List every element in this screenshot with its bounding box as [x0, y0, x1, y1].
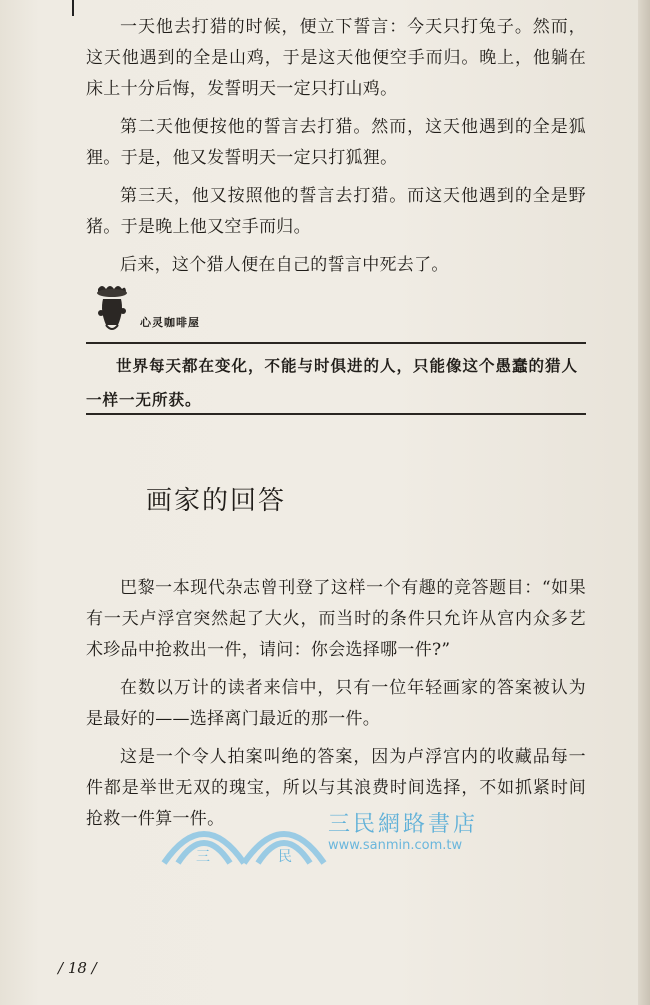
section-text	[86, 573, 586, 835]
section-title: 画家的回答	[146, 486, 287, 516]
story-text	[86, 12, 586, 281]
sidebar-title: 心灵咖啡屋	[140, 316, 200, 329]
story-paragraph: 第三天，他又按照他的誓言去打猎。而这天他遇到的全是野猪。于是晚上他又空手而归。	[86, 186, 586, 237]
watermark-char: 民	[278, 849, 292, 865]
watermark-name: 三民網路書店	[328, 812, 479, 837]
divider	[86, 413, 586, 415]
sidebar-header	[86, 281, 586, 341]
story-paragraph: 第二天他便按他的誓言去打猎。然而，这天他遇到的全是狐狸。于是，他又发誓明天一定只打狐狸。	[86, 117, 586, 168]
story-paragraph: 后来，这个猎人便在自己的誓言中死去了。	[120, 255, 449, 275]
sidebar-text: 世界每天都在变化，不能与时俱进的人，只能像这个愚蠢的猎人一样一无所获。	[86, 356, 579, 409]
watermark-char: 三	[196, 849, 210, 865]
watermark	[160, 805, 500, 865]
watermark-url: www.sanmin.com.tw	[328, 838, 463, 853]
section-paragraph: 这是一个令人拍案叫绝的答案，因为卢浮宫内的收藏品每一件都是举世无双的瑰宝，所以与其浪费时间选择，不如抓紧时间抢救一件算一件。	[86, 747, 586, 829]
section-paragraph: 在数以万计的读者来信中，只有一位年轻画家的答案被认为是最好的——选择离门最近的那一件。	[86, 678, 586, 729]
top-margin-mark	[72, 0, 74, 16]
page-edge	[638, 0, 650, 1005]
sidebar-note	[86, 349, 586, 417]
section-paragraph: 巴黎一本现代杂志曾刊登了这样一个有趣的竞答题目：“如果有一天卢浮宫突然起了大火，而当时的条件只允许从宫内众多艺术珍品中抢救出一件，请问：你会选择哪一件?”	[86, 578, 586, 660]
page-number: / 18 /	[58, 959, 97, 977]
coffee-cup-icon	[92, 281, 132, 335]
divider	[86, 342, 586, 344]
watermark-logo-icon	[160, 805, 330, 865]
story-paragraph: 一天他去打猎的时候，便立下誓言：今天只打兔子。然而，这天他遇到的全是山鸡，于是这天他便空手而归。晚上，他躺在床上十分后悔，发誓明天一定只打山鸡。	[86, 17, 586, 99]
